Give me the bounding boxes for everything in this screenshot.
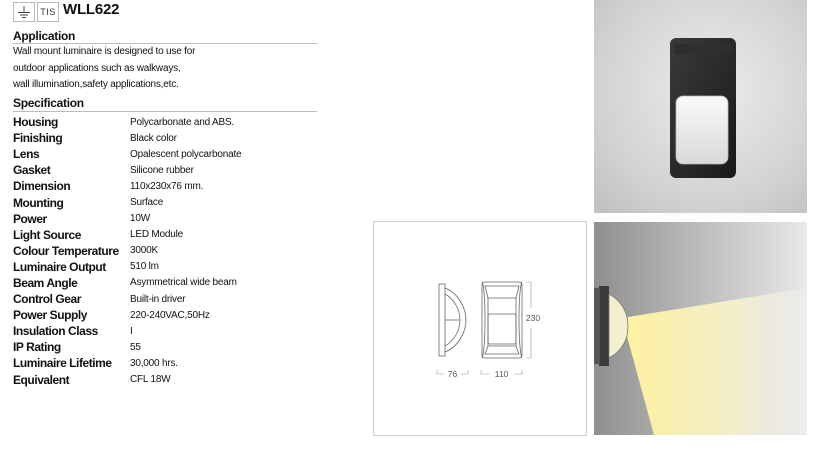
spec-value: Surface — [130, 197, 164, 209]
spec-label: Finishing — [13, 131, 63, 146]
specification-rule — [13, 111, 317, 112]
spec-value: 30,000 hrs. — [130, 357, 178, 369]
spec-value: 110x230x76 mm. — [130, 180, 204, 192]
spec-row — [13, 114, 241, 130]
specification-title: Specification — [13, 96, 84, 110]
luminaire-side — [599, 286, 609, 366]
application-line: wall illumination,safety applications,etc. — [13, 79, 179, 90]
spec-row — [13, 339, 241, 355]
spec-row — [13, 275, 241, 291]
spec-value: 10W — [130, 213, 150, 225]
model-number: WLL622 — [63, 1, 120, 18]
dimension-drawing — [373, 221, 587, 436]
spec-row — [13, 178, 241, 194]
spec-label: Dimension — [13, 179, 71, 194]
spec-value: 55 — [130, 341, 141, 353]
spec-row — [13, 211, 241, 227]
application-line: outdoor applications such as walkways, — [13, 62, 181, 74]
spec-row — [13, 130, 241, 146]
spec-label: Luminaire Output — [13, 259, 106, 274]
spec-value: Asymmetrical wide beam — [130, 277, 237, 289]
spec-row — [13, 291, 241, 307]
spec-row — [13, 323, 241, 339]
spec-label: Luminaire Lifetime — [13, 356, 112, 371]
spec-label: IP Rating — [13, 340, 61, 355]
luminaire-lens — [676, 96, 728, 164]
application-title: Application — [13, 29, 76, 43]
product-photo — [594, 0, 807, 213]
spec-label: Colour Temperature — [13, 243, 119, 258]
spec-label: Control Gear — [13, 292, 81, 307]
spec-label: Housing — [13, 115, 58, 130]
application-description — [13, 44, 313, 94]
spec-label: Mounting — [13, 195, 64, 210]
depth-dimension-label: 76 — [447, 369, 458, 379]
spec-value: 510 lm — [130, 261, 159, 273]
spec-label: Beam Angle — [13, 275, 78, 290]
spec-value: Silicone rubber — [130, 164, 194, 176]
spec-value: I — [130, 325, 133, 337]
spec-label: Insulation Class — [13, 324, 98, 339]
application-line: Wall mount luminaire is designed to use for — [13, 46, 196, 57]
earth-ground-icon — [13, 2, 35, 22]
spec-row — [13, 227, 241, 243]
spec-value: CFL 18W — [130, 374, 171, 386]
spec-value: 3000K — [130, 245, 158, 257]
spec-label: Power Supply — [13, 308, 87, 323]
spec-value: Opalescent polycarbonate — [130, 148, 242, 160]
spec-value: LED Module — [130, 229, 184, 241]
spec-label: Power — [13, 211, 47, 226]
tis-certification-icon — [37, 2, 59, 22]
specification-table — [13, 114, 241, 388]
spec-label: Equivalent — [13, 372, 70, 387]
height-dimension-label: 230 — [525, 313, 541, 323]
spec-row — [13, 372, 241, 388]
spec-label: Light Source — [13, 227, 81, 242]
side-view — [439, 284, 466, 356]
installation-photo — [594, 222, 807, 435]
spec-row — [13, 194, 241, 210]
spec-row — [13, 146, 241, 162]
dimension-drawing-svg — [374, 222, 586, 435]
spec-value: Polycarbonate and ABS. — [130, 116, 235, 128]
spec-row — [13, 307, 241, 323]
tis-label: TIS — [40, 7, 56, 17]
spec-row — [13, 259, 241, 275]
certification-icons — [13, 2, 59, 22]
spec-label: Lens — [13, 147, 40, 162]
spec-row — [13, 355, 241, 371]
spec-row — [13, 243, 241, 259]
spec-row — [13, 162, 241, 178]
spec-value: Built-in driver — [130, 293, 186, 305]
spec-value: Black color — [130, 132, 177, 144]
width-dimension-label: 110 — [494, 369, 509, 379]
spec-label: Gasket — [13, 163, 51, 178]
front-view — [482, 282, 522, 358]
spec-value: 220-240VAC,50Hz — [130, 309, 210, 321]
